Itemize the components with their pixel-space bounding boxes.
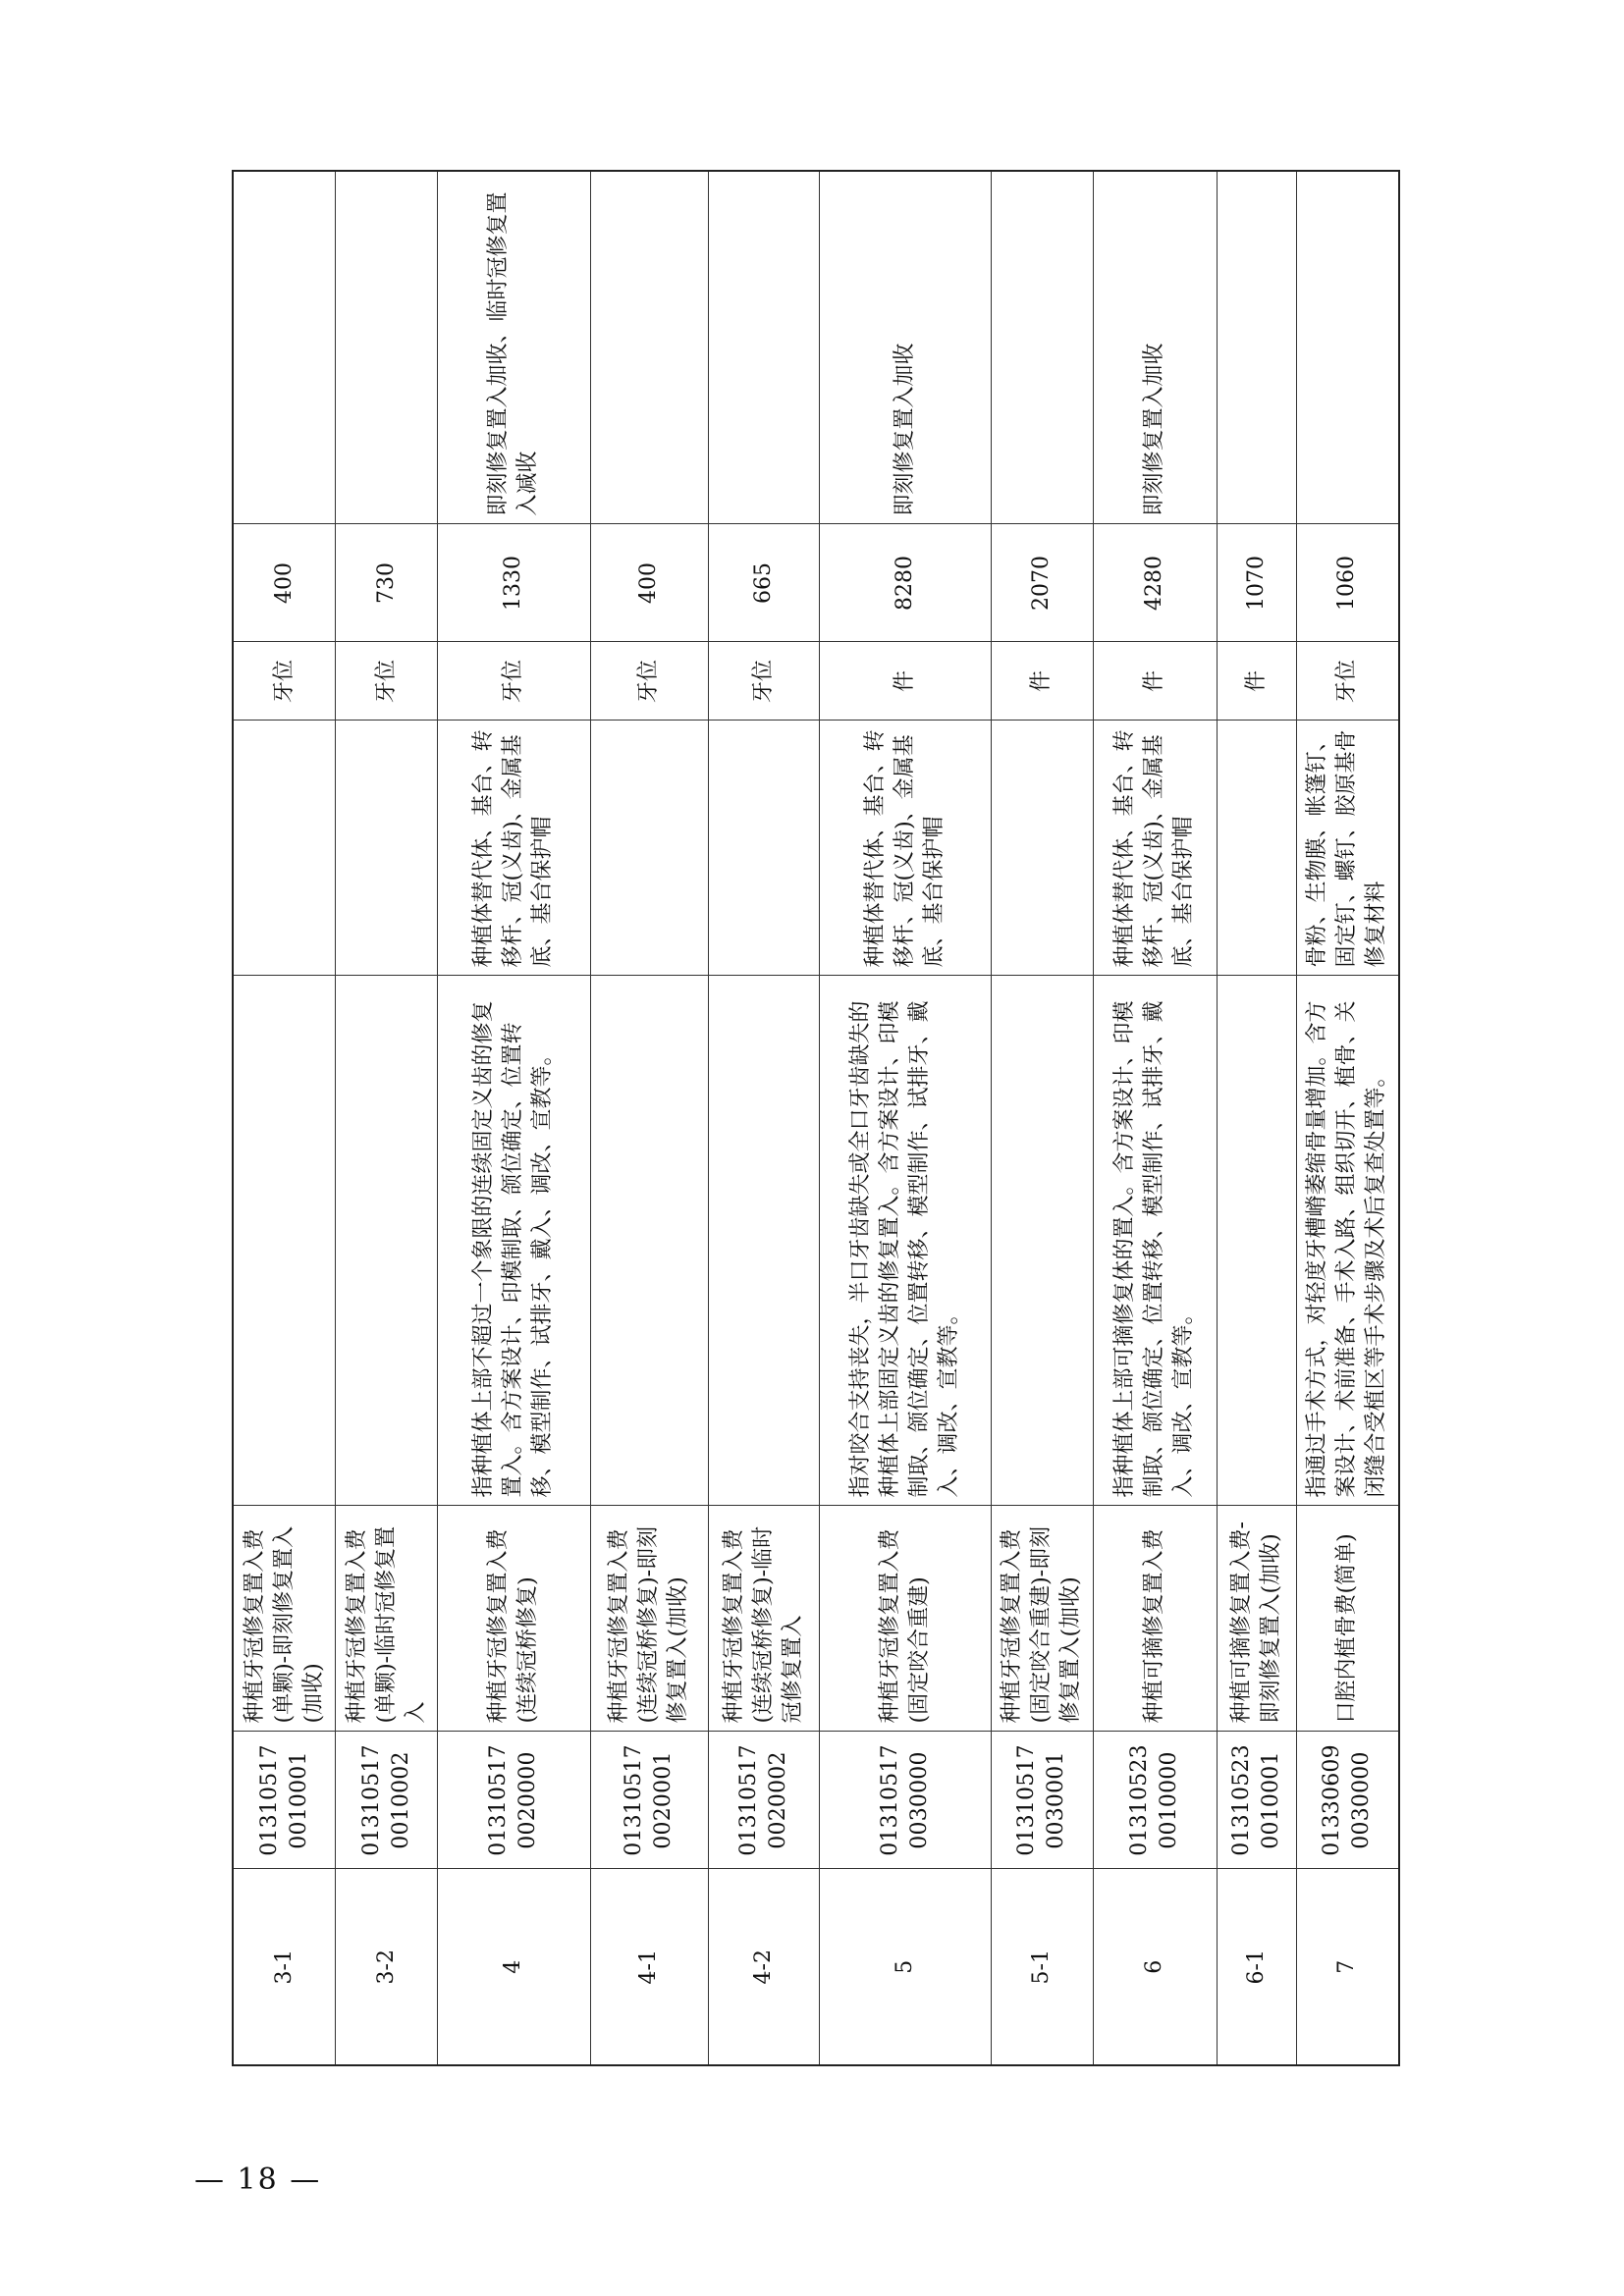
item-materials: 种植体替代体、基台、转移杆、冠(义齿)、金属基底、基台保护帽 [820,721,992,976]
item-price: 665 [708,524,820,642]
item-description: 指对咬合支持丧失，半口牙齿缺失或全口牙齿缺失的种植体上部固定义齿的修复置入。含方案设计、印模制取、颌位确定、位置转移、模型制作、试排牙、戴入、调改、宣教等。 [820,976,992,1506]
item-description: 指通过手术方式，对轻度牙槽嵴萎缩骨量增加。含方案设计、术前准备、手术入路、组织切开、植骨、关闭缝合受植区等手术步骤及术后复查处置等。 [1296,976,1399,1506]
row-number: 4-1 [590,1869,708,2065]
item-name: 种植牙冠修复置入费(连续冠桥修复) [438,1506,591,1732]
row-number: 6 [1093,1869,1217,2065]
item-unit: 牙位 [233,642,336,721]
item-note: 即刻修复置入加收 [820,171,992,524]
row-number: 4-2 [708,1869,820,2065]
row-number: 7 [1296,1869,1399,2065]
table-row [1093,171,1217,2065]
item-code: 013306090030000 [1296,1732,1399,1869]
rotated-table-wrapper [232,172,1400,2066]
item-name: 种植牙冠修复置入费(连续冠桥修复)-即刻修复置入(加收) [590,1506,708,1732]
item-note: 即刻修复置入加收、临时冠修复置入减收 [438,171,591,524]
item-code: 013105170030001 [991,1732,1093,1869]
item-note [590,171,708,524]
item-description [708,976,820,1506]
item-name: 口腔内植骨费(简单) [1296,1506,1399,1732]
table-row [233,171,336,2065]
item-description [1217,976,1296,1506]
item-materials [991,721,1093,976]
item-code: 013105230010001 [1217,1732,1296,1869]
item-note [1217,171,1296,524]
item-materials [233,721,336,976]
item-price: 8280 [820,524,992,642]
item-unit: 牙位 [1296,642,1399,721]
row-number: 5-1 [991,1869,1093,2065]
row-number: 3-2 [336,1869,438,2065]
item-price: 400 [590,524,708,642]
item-materials: 种植体替代体、基台、转移杆、冠(义齿)、金属基底、基台保护帽 [1093,721,1217,976]
item-description [336,976,438,1506]
item-unit: 牙位 [708,642,820,721]
item-materials [336,721,438,976]
item-materials [708,721,820,976]
item-name: 种植牙冠修复置入费(单颗)-临时冠修复置入 [336,1506,438,1732]
table-row [438,171,591,2065]
item-price: 2070 [991,524,1093,642]
item-price: 4280 [1093,524,1217,642]
item-code: 013105170010002 [336,1732,438,1869]
table-row [1296,171,1399,2065]
item-description: 指种植体上部可摘修复体的置入。含方案设计、印模制取、颌位确定、位置转移、模型制作、试排牙、戴入、调改、宣教等。 [1093,976,1217,1506]
item-note [336,171,438,524]
row-number: 3-1 [233,1869,336,2065]
item-name: 种植可摘修复置入费 [1093,1506,1217,1732]
table-row [1217,171,1296,2065]
item-materials: 种植体替代体、基台、转移杆、冠(义齿)、金属基底、基台保护帽 [438,721,591,976]
item-price: 400 [233,524,336,642]
table-row [336,171,438,2065]
item-code: 013105170020002 [708,1732,820,1869]
item-unit: 件 [1093,642,1217,721]
page-number: — 18 — [194,2163,322,2197]
item-note [991,171,1093,524]
item-name: 种植牙冠修复置入费(连续冠桥修复)-临时冠修复置入 [708,1506,820,1732]
item-price: 730 [336,524,438,642]
item-unit: 牙位 [438,642,591,721]
item-code: 013105170020000 [438,1732,591,1869]
row-number: 5 [820,1869,992,2065]
item-code: 013105170030000 [820,1732,992,1869]
item-unit: 件 [1217,642,1296,721]
item-name: 种植牙冠修复置入费(固定咬合重建)-即刻修复置入(加收) [991,1506,1093,1732]
item-unit: 件 [820,642,992,721]
item-unit: 件 [991,642,1093,721]
item-unit: 牙位 [590,642,708,721]
item-description [233,976,336,1506]
item-note [708,171,820,524]
table-row [590,171,708,2065]
item-description [590,976,708,1506]
item-name: 种植牙冠修复置入费(单颗)-即刻修复置入(加收) [233,1506,336,1732]
item-note [233,171,336,524]
item-name: 种植牙冠修复置入费(固定咬合重建) [820,1506,992,1732]
item-price: 1060 [1296,524,1399,642]
item-unit: 牙位 [336,642,438,721]
item-description: 指种植体上部不超过一个象限的连续固定义齿的修复置入。含方案设计、印模制取、颌位确定、位置转移、模型制作、试排牙、戴入、调改、宣教等。 [438,976,591,1506]
item-materials [1217,721,1296,976]
item-price: 1070 [1217,524,1296,642]
item-description [991,976,1093,1506]
item-materials [590,721,708,976]
table-row [708,171,820,2065]
item-name: 种植可摘修复置入费-即刻修复置入(加收) [1217,1506,1296,1732]
row-number: 4 [438,1869,591,2065]
item-price: 1330 [438,524,591,642]
row-number: 6-1 [1217,1869,1296,2065]
item-note [1296,171,1399,524]
fee-table [232,170,1400,2066]
item-materials: 骨粉、生物膜、帐篷钉、固定钉、螺钉、胶原基骨修复材料 [1296,721,1399,976]
item-code: 013105170020001 [590,1732,708,1869]
item-note: 即刻修复置入加收 [1093,171,1217,524]
table-row [820,171,992,2065]
table-row [991,171,1093,2065]
item-code: 013105230010000 [1093,1732,1217,1869]
item-code: 013105170010001 [233,1732,336,1869]
